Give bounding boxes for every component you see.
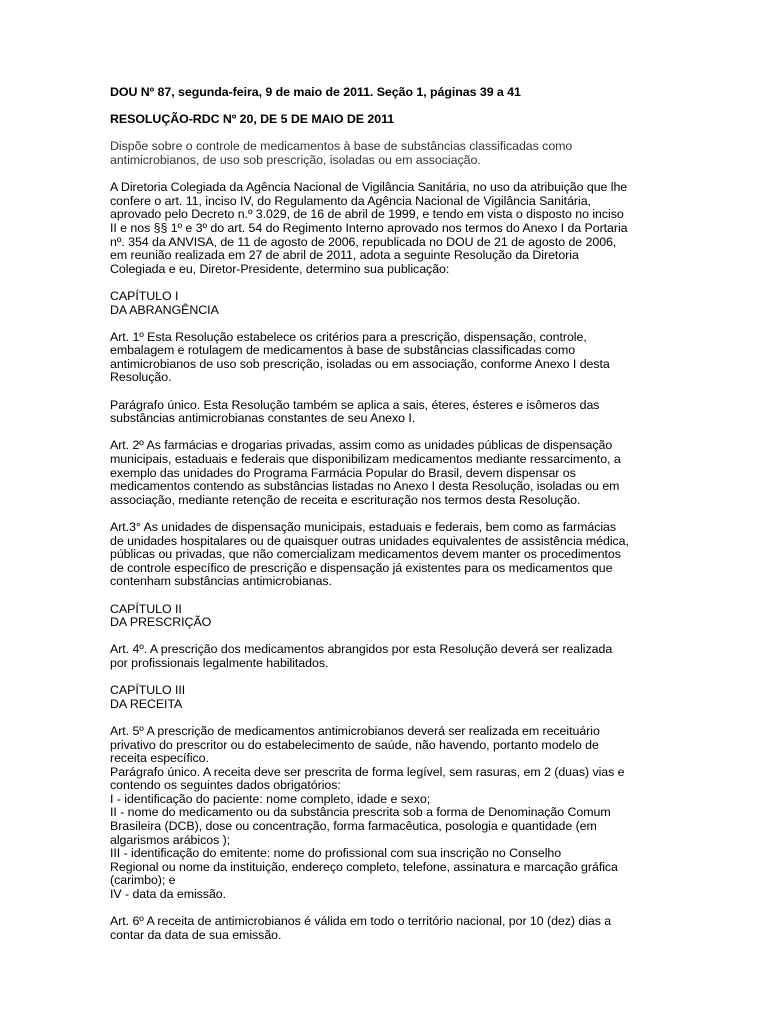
article-line: II - nome do medicamento ou da substância prescrita sob a forma de Denominação Comum [110, 805, 611, 820]
article-line: antimicrobianos de uso sob prescrição, isoladas ou em associação, conforme Anexo I desta [110, 356, 610, 371]
article-line: privativo do prescritor ou do estabelecimento de saúde, não havendo, portanto modelo de [110, 737, 599, 752]
chapter-2-heading [110, 603, 728, 630]
article-line: Art. 2º As farmácias e drogarias privadas, assim como as unidades públicas de dispensação [110, 438, 613, 453]
article-line: III - identificação do emitente: nome do profissional com sua inscrição no Conselho [110, 846, 562, 861]
article-line: Art. 5º A prescrição de medicamentos antimicrobianos deverá ser realizada em receituário [110, 723, 600, 738]
article-line: Parágrafo único. A receita deve ser prescrita de forma legível, sem rasuras, em 2 (duas) vias e [110, 764, 625, 779]
article-line: embalagem e rotulagem de medicamentos à base de substâncias classificadas como [110, 343, 576, 358]
article-line: Art.3° As unidades de dispensação municipais, estaduais e federais, bem como as farmácias [110, 520, 617, 534]
summary-line: antimicrobianos, de uso sob prescrição, isoladas ou em associação. [110, 152, 481, 167]
dou-header-line: DOU Nº 87, segunda-feira, 9 de maio de 2011. Seção 1, páginas 39 a 41 [110, 85, 521, 99]
article-line: (carimbo); e [110, 873, 176, 888]
preamble-line: nº. 354 da ANVISA, de 11 de agosto de 2006, republicada no DOU de 21 de agosto de 2006, [110, 234, 617, 249]
preamble-line: aprovado pelo Decreto n.º 3.029, de 16 de abril de 1999, e tendo em vista o disposto no inciso [110, 207, 624, 222]
article-line: algarismos arábicos ); [110, 832, 231, 847]
article-line: contenham substâncias antimicrobianas. [110, 574, 332, 589]
article-line: Art. 4º. A prescrição dos medicamentos abrangidos por esta Resolução deverá ser realizada [110, 642, 613, 657]
resolution-summary [110, 140, 728, 167]
article-6 [110, 915, 728, 942]
article-3 [110, 521, 728, 589]
article-line: públicas ou privadas, que não comercializam medicamentos devem manter os procedimentos [110, 547, 621, 562]
article-line: Art. 6º A receita de antimicrobianos é válida em todo o território nacional, por 10 (dez) dias a [110, 914, 612, 929]
article-line: receita específico. [110, 751, 209, 766]
article-line: de controle específico de prescrição e dispensação já existentes para os medicamentos que [110, 560, 613, 575]
chapter-3-heading [110, 684, 728, 711]
preamble-line: em reunião realizada em 27 de abril de 2011, adota a seguinte Resolução da Diretoria [110, 248, 579, 263]
chapter-name: DA PRESCRIÇÃO [110, 615, 212, 630]
preamble-paragraph [110, 181, 728, 276]
summary-line: Dispõe sobre o controle de medicamentos à base de substâncias classificadas como [110, 139, 573, 154]
article-line: contar da data de sua emissão. [110, 927, 282, 942]
chapter-name: DA ABRANGÊNCIA [110, 302, 219, 317]
preamble-line: confere o art. 11, inciso IV, do Regulamento da Agência Nacional de Vigilância Sanitária, [110, 193, 591, 208]
preamble-line: Colegiada e eu, Diretor-Presidente, determino sua publicação: [110, 261, 450, 276]
article-line: exemplo das unidades do Programa Farmácia Popular do Brasil, devem dispensar os [110, 465, 576, 480]
article-2 [110, 439, 728, 507]
article-line: municipais, estaduais e federais que disponibilizam medicamentos mediante ressarcimento, a [110, 452, 621, 467]
article-1-paragraph [110, 399, 728, 426]
chapter-number: CAPÍTULO I [110, 288, 179, 303]
article-line: associação, mediante retenção de receita e escrituração nos termos desta Resolução. [110, 492, 581, 507]
article-line: medicamentos contendo as substâncias listadas no Anexo I desta Resolução, isoladas ou em [110, 479, 620, 494]
article-line: Regional ou nome da instituição, endereço completo, telefone, assinatura e marcação gráfica [110, 859, 618, 874]
document-body [110, 86, 728, 942]
article-line: Resolução. [110, 370, 172, 385]
resolution-title: RESOLUÇÃO-RDC Nº 20, DE 5 DE MAIO DE 2011 [110, 112, 395, 127]
article-4 [110, 643, 728, 670]
article-line: por profissionais legalmente habilitados. [110, 655, 329, 670]
article-line: contendo os seguintes dados obrigatórios: [110, 778, 341, 793]
article-line: IV - data da emissão. [110, 887, 227, 902]
article-line: de unidades hospitalares ou de quaisquer outras unidades equivalentes de assistência médica, [110, 533, 629, 548]
preamble-line: II e nos §§ 1º e 3º do art. 54 do Regimento Interno aprovado nos termos do Anexo I da Portaria [110, 220, 628, 235]
article-line: substâncias antimicrobianas constantes de seu Anexo I. [110, 411, 416, 426]
chapter-name: DA RECEITA [110, 696, 183, 711]
chapter-1-heading [110, 290, 728, 317]
article-line: Parágrafo único. Esta Resolução também se aplica a sais, éteres, ésteres e isômeros das [110, 397, 600, 412]
article-line: I - identificação do paciente: nome completo, idade e sexo; [110, 791, 431, 806]
article-5 [110, 725, 728, 902]
chapter-number: CAPÍTULO II [110, 601, 182, 616]
article-line: Art. 1º Esta Resolução estabelece os critérios para a prescrição, dispensação, controle, [110, 329, 587, 344]
preamble-line: A Diretoria Colegiada da Agência Nacional de Vigilância Sanitária, no uso da atribuição que lhe [110, 180, 628, 195]
article-line: Brasileira (DCB), dose ou concentração, forma farmacêutica, posologia e quantidade (em [110, 819, 597, 834]
chapter-number: CAPÍTULO III [110, 683, 186, 698]
article-1 [110, 331, 728, 385]
